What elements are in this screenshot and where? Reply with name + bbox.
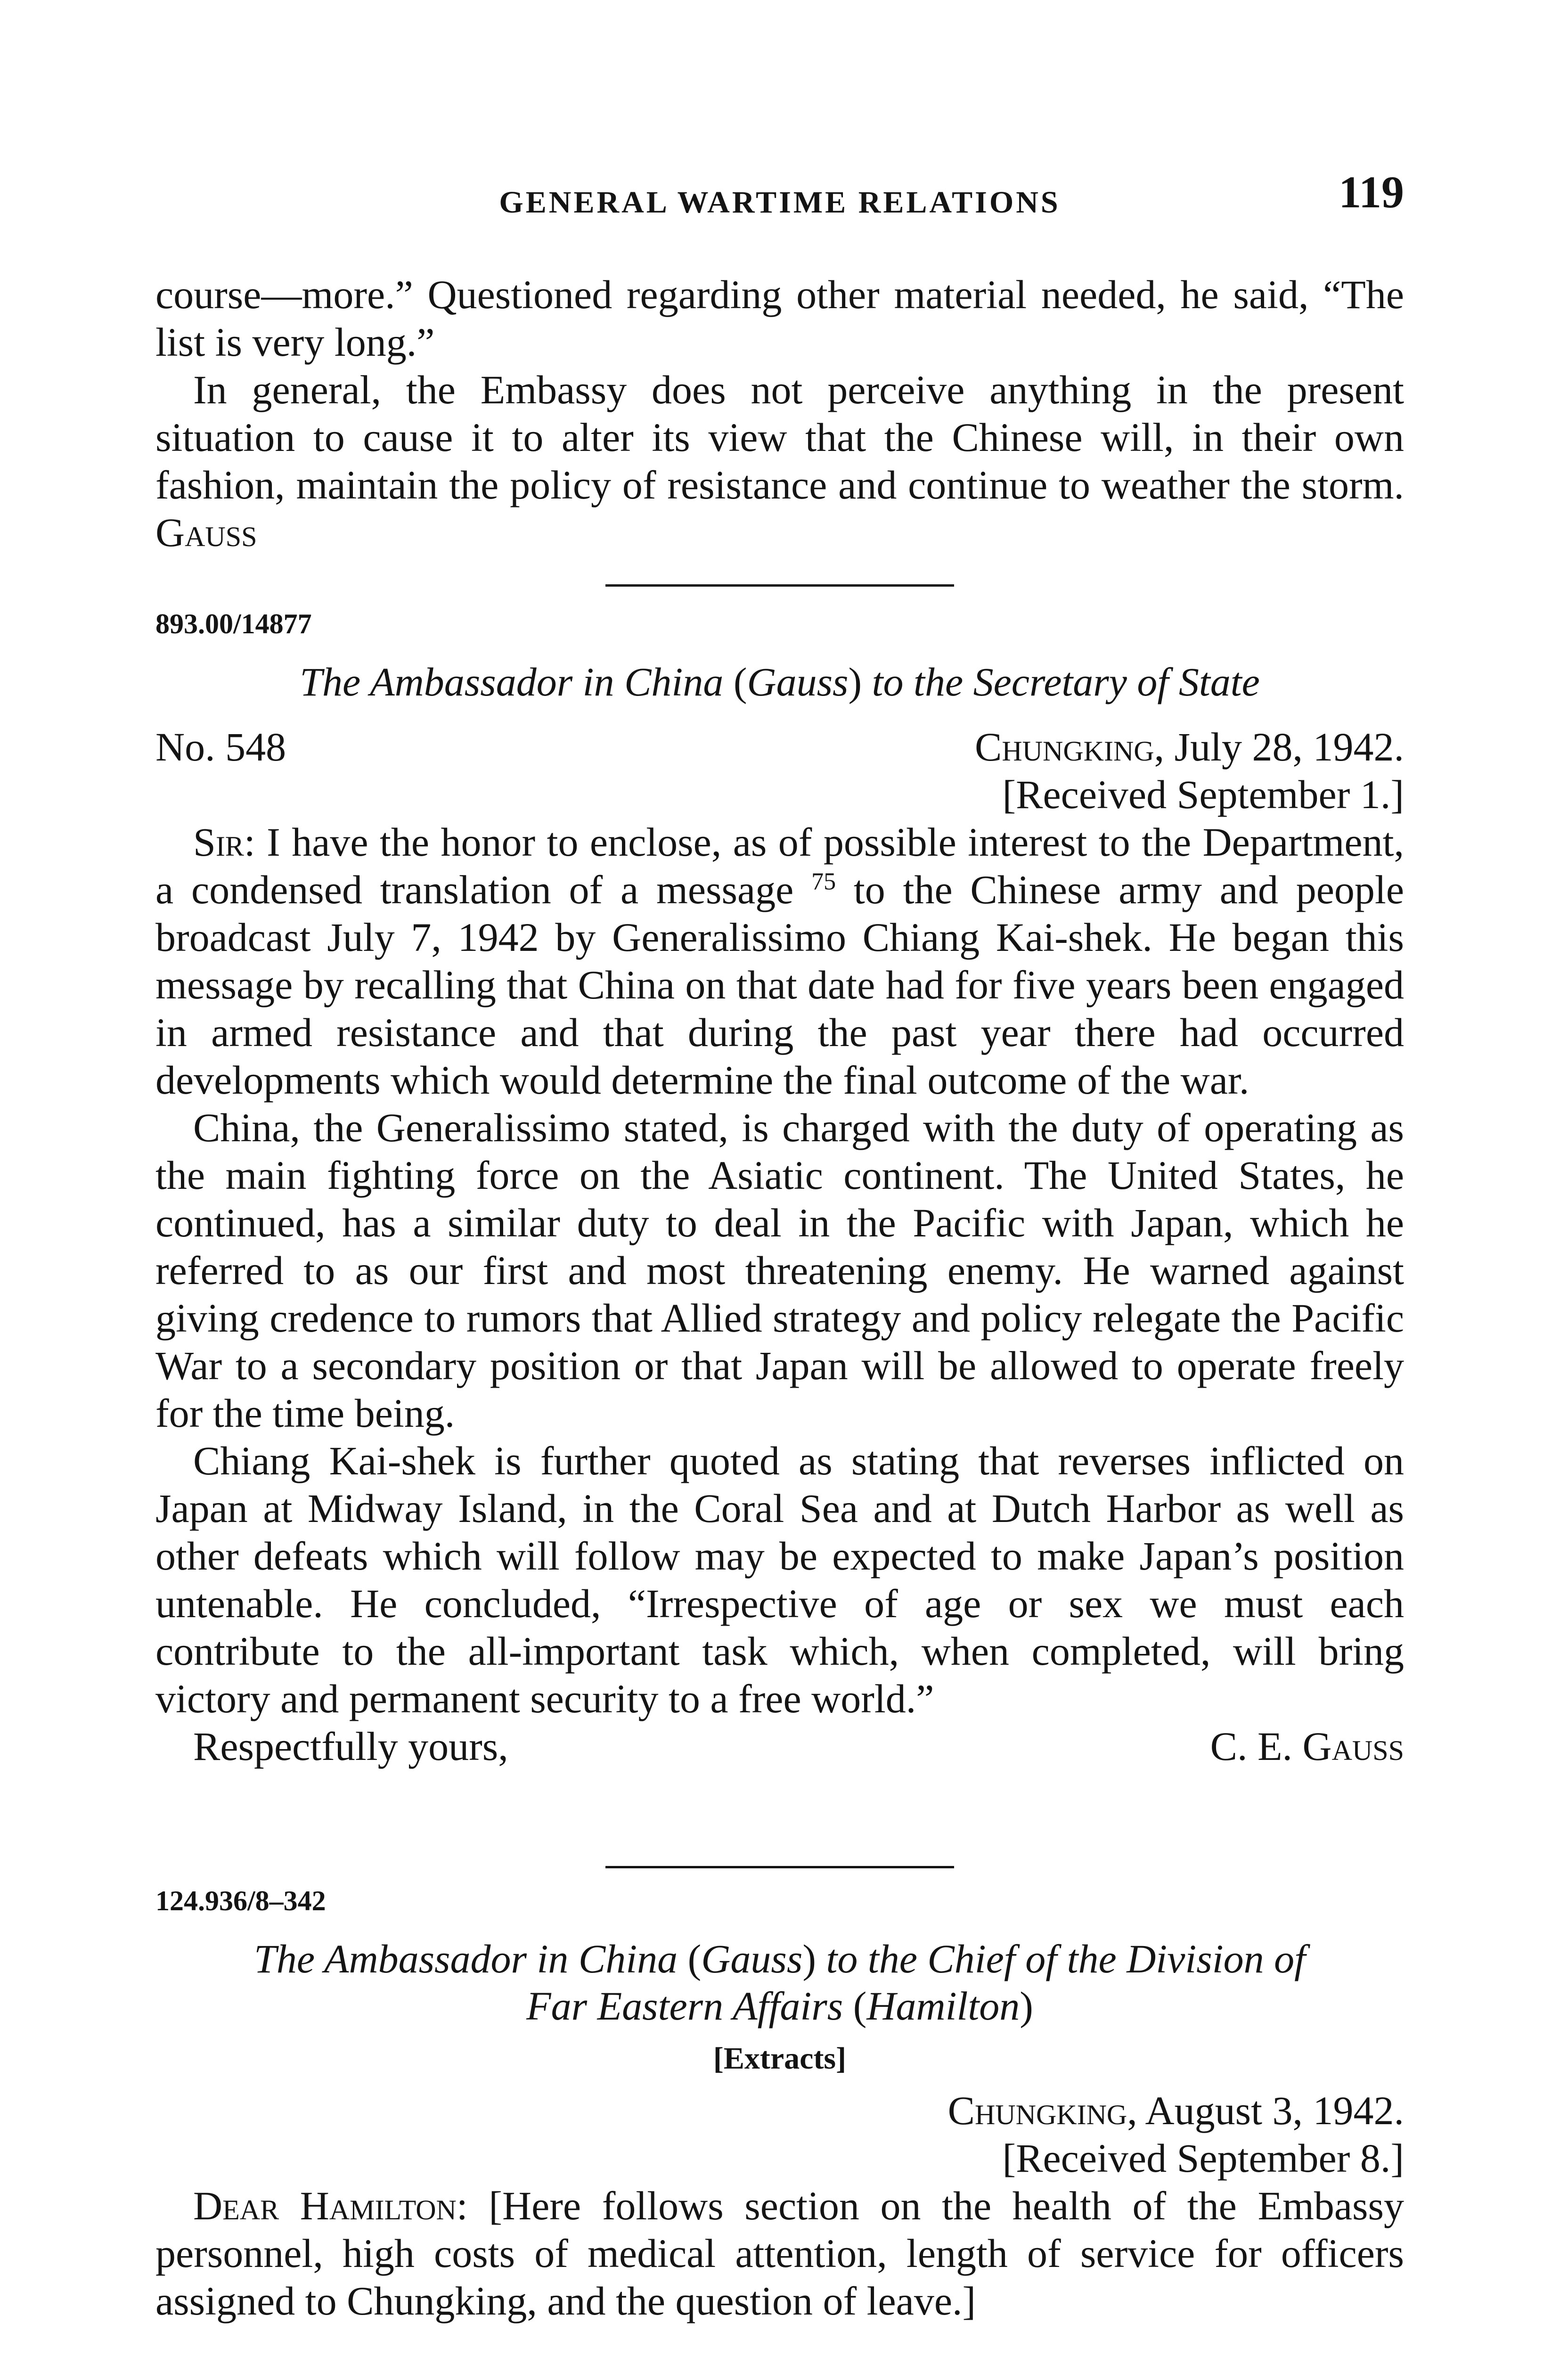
doc3-title-h: Hamilton [866, 1983, 1020, 2029]
doc3-title-f: Far Eastern Affairs [526, 1983, 843, 2029]
doc2-title-c: Gauss [747, 659, 849, 704]
doc2-title [155, 658, 1404, 705]
doc3-title-d: ) [802, 1936, 816, 1981]
doc2-number: No. 548 [155, 724, 286, 769]
separator-rule-2 [605, 1866, 954, 1868]
doc2-dateline [155, 723, 1404, 771]
doc1-tail [155, 271, 1404, 556]
doc3-title-c: Gauss [701, 1936, 803, 1981]
doc3-date: August 3, 1942. [1145, 2088, 1404, 2133]
running-head: GENERAL WARTIME RELATIONS [499, 185, 1061, 220]
doc2-received: [Received September 1.] [1002, 772, 1404, 817]
doc3-para1-text: [Here follows section on the health of the Embassy personnel, high costs of medical attention, length of service for officers assigned to Chungking, and the question of leave.] [155, 2183, 1404, 2323]
doc3 [155, 1885, 1404, 2325]
doc1-para1: course—more.” Questioned regarding other material needed, he said, “The list is very long.” [155, 272, 1404, 365]
doc3-title-b: ( [687, 1936, 702, 1981]
doc2-title-e: to the Secretary of State [872, 659, 1260, 704]
doc2-title-d: ) [848, 659, 862, 704]
doc3-salutation: Dear Hamilton: [193, 2183, 468, 2228]
doc2-title-a: The Ambassador in China [300, 659, 724, 704]
separator-rule-1 [605, 584, 954, 587]
doc1-signature: Gauss [155, 510, 257, 555]
doc1-para2-text: In general, the Embassy does not perceive anything in the present situation to cause it to alter its view that the Chinese will, in their own fashion, maintain the policy of resistance and continue to weather the storm. [155, 367, 1404, 507]
page-number: 119 [1339, 167, 1404, 217]
doc3-place: Chungking, [947, 2088, 1137, 2133]
doc2-para1-b: to the Chinese army and people broadcast July 7, 1942 by Generalissimo Chiang Kai-shek. He began this message by recalling that China on that date had for five years been engaged in armed resistance and that during the past year there had occurred developments which would determine the final outcome of the war. [155, 867, 1404, 1103]
doc1-para2 [155, 366, 1404, 556]
doc2-place-date [975, 723, 1404, 771]
doc2-date: July 28, 1942. [1174, 724, 1404, 769]
doc2-closing-line [155, 1723, 1404, 1770]
doc3-para1 [155, 2182, 1404, 2325]
doc2-title-b: ( [733, 659, 747, 704]
doc3-extracts-label: [Extracts] [713, 2041, 847, 2076]
footnote-ref-75: 75 [811, 868, 836, 895]
doc2-closing: Respectfully yours, [193, 1724, 508, 1769]
doc2-para1-a: I have the honor to enclose, as of possible interest to the Department, a condensed translation of a message [155, 819, 1404, 912]
doc2 [155, 608, 1404, 1770]
doc3-received: [Received September 8.] [1002, 2135, 1404, 2181]
doc3-title-e: to the Chief of the Division of [826, 1936, 1306, 1981]
doc2-para1 [155, 818, 1404, 1104]
doc3-title [155, 1935, 1404, 2029]
doc3-title-a: The Ambassador in China [253, 1936, 678, 1981]
doc2-para2: China, the Generalissimo stated, is charged with the duty of operating as the main fighting force on the Asiatic continent. The United States, he continued, has a similar duty to deal in the Pacific with Japan, which he referred to as our first and most threatening enemy. He warned against giving credence to rumors that Allied strategy and policy relegate the Pacific War to a secondary position or that Japan will be allowed to operate freely for the time being. [155, 1105, 1404, 1436]
doc2-signature: C. E. Gauss [1210, 1724, 1404, 1769]
doc2-place: Chungking, [974, 724, 1165, 769]
doc3-place-date [155, 2087, 1404, 2135]
doc3-title-g: ( [853, 1983, 867, 2029]
doc2-para3: Chiang Kai-shek is further quoted as stating that reverses inflicted on Japan at Midway Island, in the Coral Sea and at Dutch Harbor as well as other defeats which will follow may be expected to make Japan’s position untenable. He concluded, “Irrespective of age or sex we must each contribute to the all-important task which, when completed, will bring victory and permanent security to a free world.” [155, 1438, 1404, 1721]
doc2-salutation: Sir: [193, 819, 255, 865]
doc3-file-number: 124.936/8–342 [155, 1885, 326, 1916]
page-header [155, 166, 1404, 222]
doc2-file-number: 893.00/14877 [155, 608, 312, 639]
doc3-title-i: ) [1020, 1983, 1033, 2029]
